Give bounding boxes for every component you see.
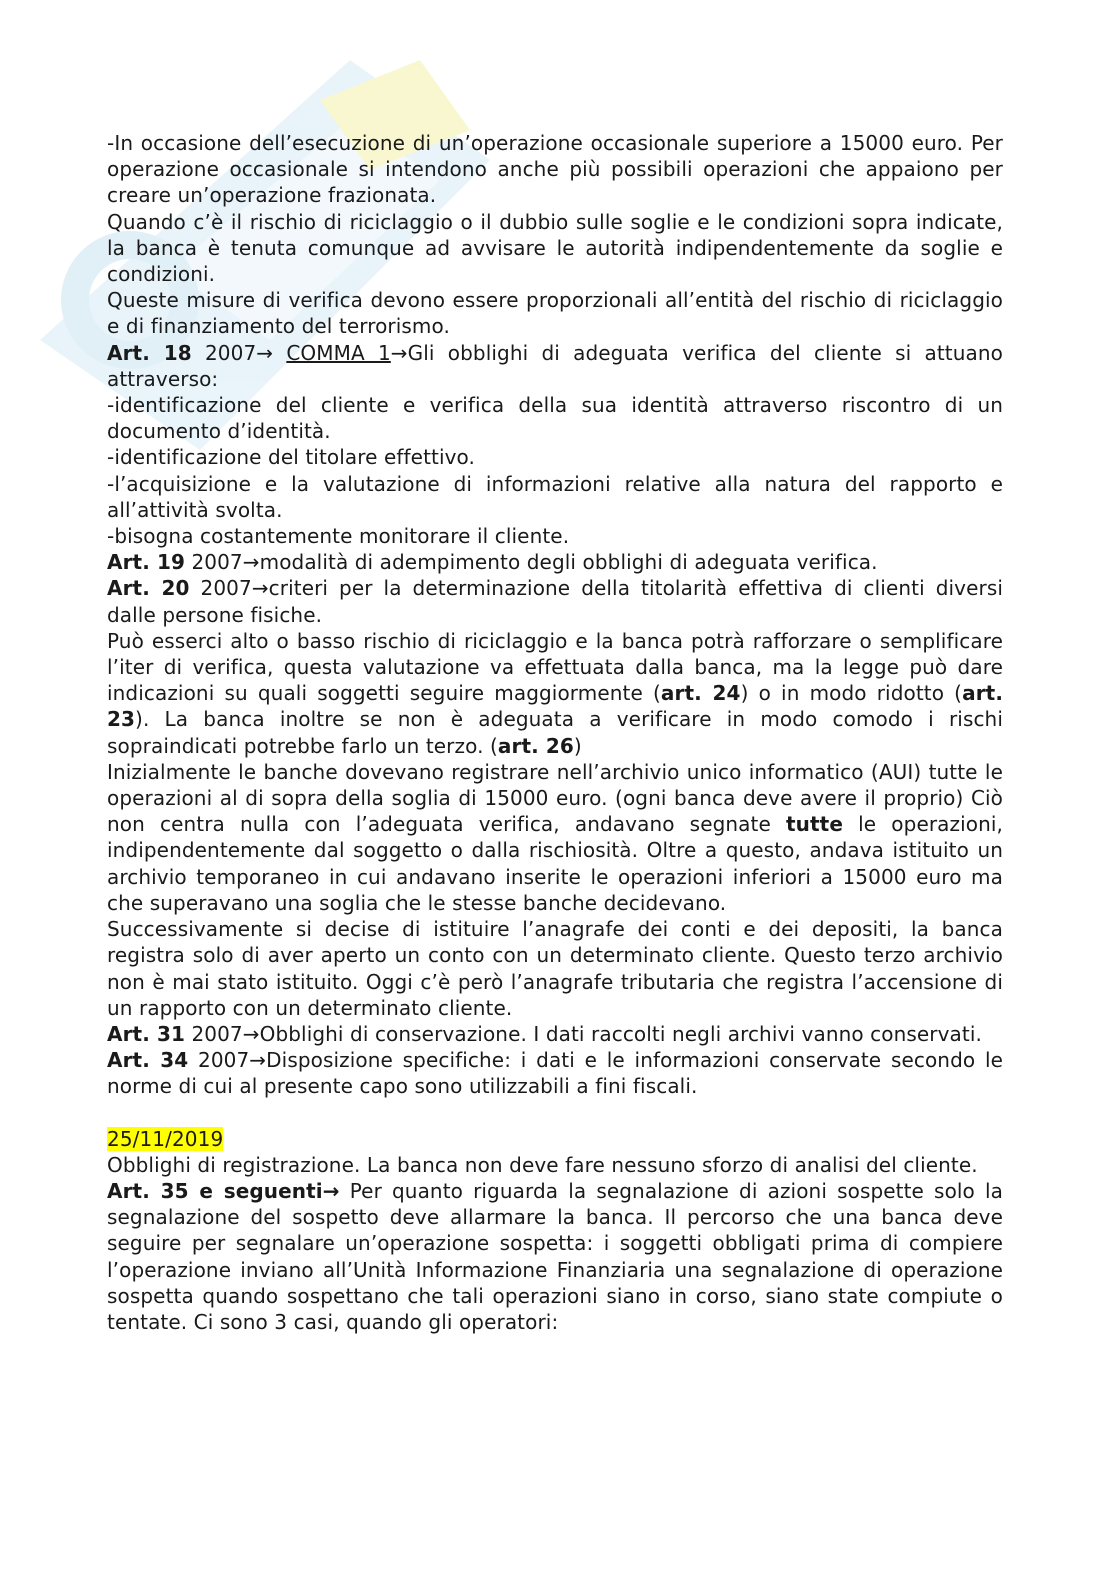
date-heading	[107, 1126, 1003, 1152]
paragraph: Successivamente si decise di istituire l’anagrafe dei conti e dei depositi, la banca registra solo di aver aperto un conto con un determinato cliente. Questo terzo archivio non è mai stato istituito. Oggi c’è però l’anagrafe tributaria che registra l’accensione di un rapporto con un determinato cliente.	[107, 917, 1003, 1020]
article-text: 2007→Obblighi di conservazione. I dati raccolti negli archivi vanno conservati.	[185, 1021, 982, 1046]
paragraph: Obblighi di registrazione. La banca non deve fare nessuno sforzo di analisi del cliente.	[107, 1152, 978, 1177]
comma-label: COMMA 1	[286, 340, 391, 365]
article-paragraph	[107, 549, 1003, 575]
paragraph	[107, 759, 1003, 916]
bold-reference	[786, 812, 843, 836]
paragraph-gap	[107, 1100, 1003, 1126]
bold-text: tutte	[786, 812, 843, 837]
article-label-bold	[107, 1179, 340, 1203]
article-label: Art. 31	[107, 1021, 185, 1046]
article-text: 2007→criteri per la determinazione della titolarità effettiva di clienti diversi dalle persone fisiche.	[107, 576, 1004, 627]
bold-reference	[661, 681, 741, 705]
article-label: Art. 34	[107, 1048, 189, 1073]
article-paragraph	[107, 1047, 1003, 1099]
article-label-bold	[107, 1048, 188, 1072]
bold-text: art. 23	[107, 681, 1004, 732]
article-label-bold	[107, 576, 190, 600]
document-body	[107, 130, 1003, 1335]
paragraph	[107, 628, 1003, 759]
paragraph-text: Può esserci alto o basso rischio di riciclaggio e la banca potrà rafforzare o semplificare l’iter di verifica, questa valutazione va effettuata dalla banca, ma la legge può dare indicazioni su quali soggetti seguire maggiormente (	[107, 628, 1003, 706]
paragraph: -In occasione dell’esecuzione di un’operazione occasionale superiore a 15000 euro. Per operazione occasionale si intendono anche più possibili operazioni che appaiono per creare un’operazione frazionata.	[107, 131, 1003, 208]
paragraph: Quando c’è il rischio di riciclaggio o il dubbio sulle soglie e le condizioni sopra indicate, la banca è tenuta comunque ad avvisare le autorità indipendentemente da soglie e condizioni.	[107, 209, 1003, 287]
article-paragraph	[107, 575, 1003, 627]
paragraph: -identificazione del titolare effettivo.	[107, 445, 475, 470]
article-label: Art. 20	[107, 576, 190, 601]
arrow-icon: →	[256, 340, 274, 365]
article-text: Gli obblighi di adeguata verifica del cliente si attuano attraverso:	[107, 340, 1003, 391]
article-year: 2007	[204, 340, 257, 365]
paragraph-text: )	[573, 733, 582, 758]
article-label-bold	[107, 341, 192, 365]
paragraph: -bisogna costantemente monitorare il cliente.	[107, 524, 570, 549]
paragraph-text: ) o in modo ridotto (	[740, 681, 963, 706]
paragraph: Queste misure di verifica devono essere proporzionali all’entità del rischio di riciclaggio e di finanziamento del terrorismo.	[107, 288, 1003, 339]
paragraph: -l’acquisizione e la valutazione di informazioni relative alla natura del rapporto e all’attività svolta.	[107, 471, 1003, 522]
paragraph-text: le operazioni, indipendentemente dal soggetto o dalla rischiosità. Oltre a questo, andava istituito un archivio temporaneo in cui andavano inserite le operazioni inferiori a 15000 euro ma che superavano una soglia che le stesse banche decidevano.	[107, 812, 1004, 915]
article-label: Art. 19	[107, 550, 185, 575]
bold-text: art. 26	[497, 733, 574, 758]
paragraph: -identificazione del cliente e verifica della sua identità attraverso riscontro di un documento d’identità.	[107, 393, 1003, 444]
bold-reference	[498, 734, 574, 758]
arrow-icon: →	[390, 340, 408, 365]
paragraph-text: Inizialmente le banche dovevano registrare nell’archivio unico informatico (AUI) tutte le operazioni al di sopra della soglia di 15000 euro. (ogni banca deve avere il proprio) Ciò non centra nulla con l’adeguata verifica, andavano segnate	[107, 759, 1003, 837]
paragraph-text: ). La banca inoltre se non è adeguata a verificare in modo comodo i rischi sopraindicati potrebbe farlo un terzo. (	[107, 707, 1003, 758]
article-paragraph	[107, 1021, 1003, 1047]
bold-text: art. 24	[660, 681, 741, 706]
article-text: 2007→Disposizione specifiche: i dati e le informazioni conservate secondo le norme di cui al presente capo sono utilizzabili a fini fiscali.	[107, 1048, 1004, 1099]
article-text: Per quanto riguarda la segnalazione di azioni sospette solo la segnalazione del sospetto deve allarmare la banca. Il percorso che una banca deve seguire per segnalare un’operazione sospetta: i soggetti obbligati prima di compiere l’operazione inviano all’Unità Informazione Finanziaria una segnalazione di operazione sospetta quando sospettano che tali operazioni siano in corso, siano state compiute o tentate. Ci sono 3 casi, quando gli operatori:	[107, 1178, 1004, 1334]
date-highlight: 25/11/2019	[107, 1126, 224, 1151]
article-label-bold	[107, 550, 185, 574]
article-text: 2007→modalità di adempimento degli obblighi di adeguata verifica.	[185, 550, 878, 575]
article-paragraph	[107, 1178, 1003, 1335]
article-paragraph	[107, 340, 1003, 392]
article-label: Art. 18	[107, 340, 192, 365]
article-label-bold	[107, 1022, 185, 1046]
article-label: Art. 35 e seguenti→	[107, 1178, 340, 1203]
